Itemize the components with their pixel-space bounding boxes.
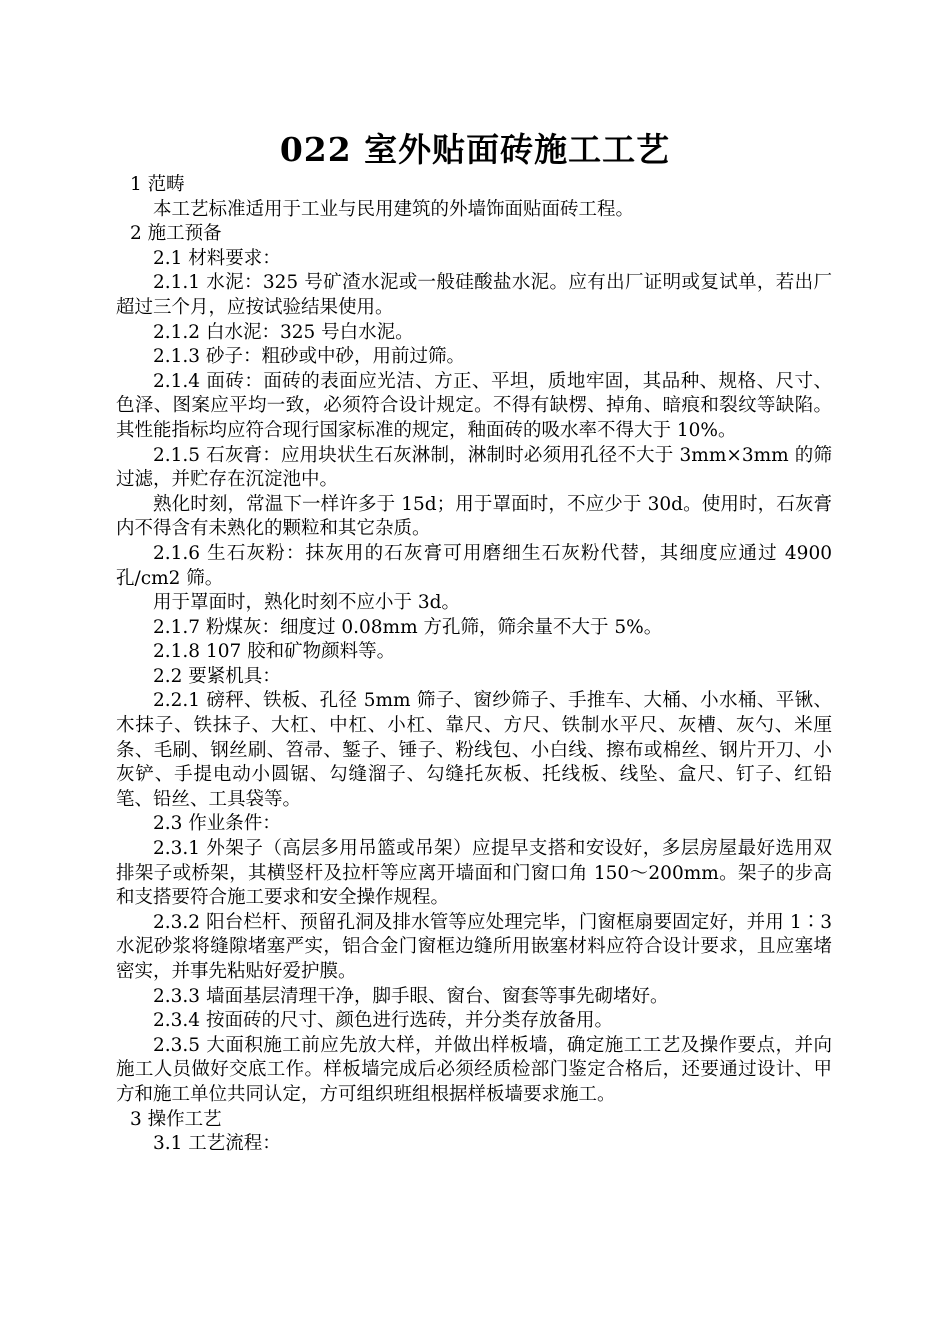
- body-paragraph: 2.1.2 白水泥：325 号白水泥。: [153, 321, 414, 343]
- section-heading: 2.1 材料要求：: [153, 247, 281, 269]
- body-paragraph: 熟化时刻，常温下一样许多于 15d；用于罩面时，不应少于 30d。使用时，石灰膏内不得含有未熟化的颗粒和其它杂质。: [116, 493, 832, 540]
- document-title: 022 室外贴面砖施工工艺: [279, 130, 671, 169]
- body-paragraph: 2.1.5 石灰膏：应用块状生石灰淋制，淋制时必须用孔径不大于 3mm×3mm 的筛过滤，并贮存在沉淀池中。: [116, 444, 832, 491]
- body-paragraph: 2.3.5 大面积施工前应先放大样，并做出样板墙，确定施工工艺及操作要点，并向施工人员做好交底工作。样板墙完成后必须经质检部门鉴定合格后，还要通过设计、甲方和施工单位共同认定，方可组织班组根据样板墙要求施工。: [116, 1034, 832, 1105]
- body-paragraph: 2.2.1 磅秤、铁板、孔径 5mm 筛子、窗纱筛子、手推车、大桶、小水桶、平锹、木抹子、铁抹子、大杠、中杠、小杠、靠尺、方尺、铁制水平尺、灰槽、灰勺、米厘条、毛刷、钢丝刷、笤帚、錾子、锤子、粉线包、小白线、擦布或棉丝、钢片开刀、小灰铲、手提电动小圆锯、勾缝溜子、勾缝托灰板、托线板、线坠、盒尺、钉子、红铅笔、铅丝、工具袋等。: [116, 690, 832, 810]
- document-body: [116, 173, 832, 1157]
- body-paragraph: 2.1.3 砂子：粗砂或中砂，用前过筛。: [153, 346, 465, 368]
- section-heading: 3 操作工艺: [130, 1108, 222, 1130]
- body-paragraph: 2.1.1 水泥：325 号矿渣水泥或一般硅酸盐水泥。应有出厂证明或复试单，若出厂超过三个月，应按试验结果使用。: [116, 272, 832, 318]
- body-paragraph: 2.1.7 粉煤灰：细度过 0.08mm 方孔筛，筛余量不大于 5%。: [153, 616, 663, 638]
- section-heading: 1 范畴: [130, 174, 185, 195]
- body-paragraph: 2.3.3 墙面基层清理干净，脚手眼、窗台、窗套等事先砌堵好。: [153, 985, 669, 1007]
- body-paragraph: 2.1.4 面砖：面砖的表面应光洁、方正、平坦，质地牢固，其品种、规格、尺寸、色泽、图案应平均一致，必须符合设计规定。不得有缺楞、掉角、暗痕和裂纹等缺陷。其性能指标均应符合现行国家标准的规定，釉面砖的吸水率不得大于 10%。: [116, 370, 832, 441]
- body-paragraph: 本工艺标准适用于工业与民用建筑的外墙饰面贴面砖工程。: [153, 198, 635, 220]
- body-paragraph: 2.3.1 外架子（高层多用吊篮或吊架）应提早支搭和安设好，多层房屋最好选用双排架子或桥架，其横竖杆及拉杆等应离开墙面和门窗口角 150～200mm。架子的步高和支搭要符合施工要求和安全操作规程。: [116, 838, 832, 909]
- section-heading: 2.2 要紧机具：: [153, 665, 281, 687]
- body-paragraph: 2.3.4 按面砖的尺寸、颜色进行选砖，并分类存放备用。: [153, 1010, 613, 1032]
- body-paragraph: 2.1.8 107 胶和矿物颜料等。: [153, 641, 396, 663]
- body-paragraph: 2.1.6 生石灰粉：抹灰用的石灰膏可用磨细生石灰粉代替，其细度应通过 4900 孔/cm2 筛。: [116, 542, 832, 589]
- section-heading: 3.1 工艺流程：: [153, 1133, 281, 1155]
- section-heading: 2.3 作业条件：: [153, 813, 281, 835]
- section-heading: 2 施工预备: [130, 223, 222, 245]
- body-paragraph: 用于罩面时，熟化时刻不应小于 3d。: [153, 592, 460, 614]
- body-paragraph: 2.3.2 阳台栏杆、预留孔洞及排水管等应处理完毕，门窗框扇要固定好，并用 1∶3 水泥砂浆将缝隙堵塞严实，铝合金门窗框边缝所用嵌塞材料应符合设计要求，且应塞堵密实，并事先粘贴好爱护膜。: [116, 911, 832, 982]
